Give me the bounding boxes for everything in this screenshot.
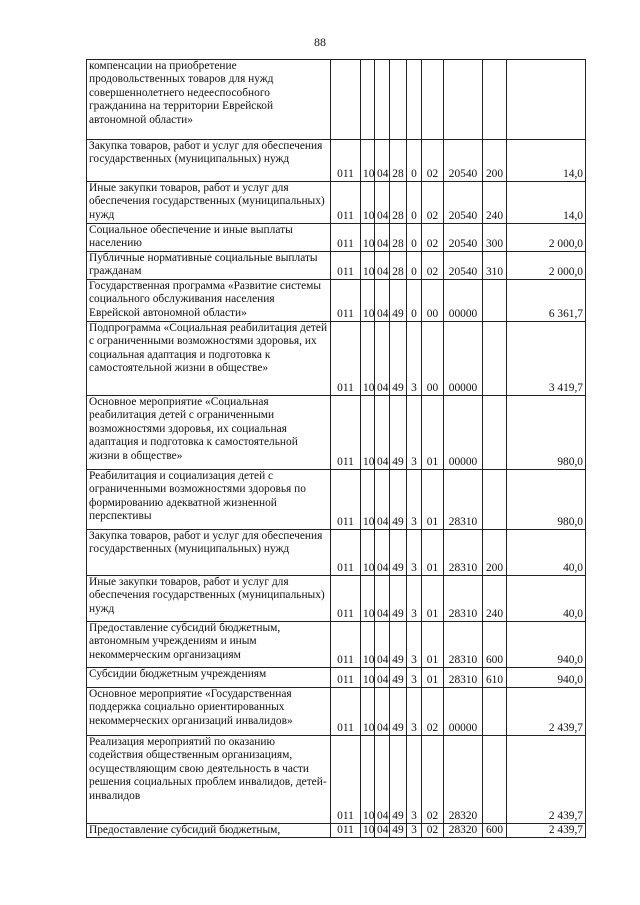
program-code-cell: 49 xyxy=(390,576,407,622)
section-code-cell: 10 xyxy=(361,280,375,322)
main-event-code-cell: 02 xyxy=(422,140,444,182)
section-code-cell xyxy=(361,60,375,140)
section-code-cell: 10 xyxy=(361,622,375,668)
table-row xyxy=(87,622,586,668)
program-code-cell: 49 xyxy=(390,736,407,824)
subprogram-code-cell: 3 xyxy=(407,470,422,530)
budget-table xyxy=(86,59,586,838)
budget-item-name: Реализация мероприятий по оказанию содействия общественным организациям, осуществляющим свою деятельность в части решения социальных проблем инвалидов, детей-инвалидов xyxy=(87,736,331,824)
direction-code-cell: 28320 xyxy=(444,824,483,838)
amount-cell: 2 439,7 xyxy=(507,688,586,736)
main-event-code-cell: 00 xyxy=(422,280,444,322)
expense-type-code-cell: 200 xyxy=(483,530,507,576)
expense-type-code-cell: 240 xyxy=(483,182,507,224)
budget-table-body xyxy=(87,60,586,838)
admin-code-cell: 011 xyxy=(331,280,361,322)
budget-item-name: компенсации на приобретение продовольственных товаров для нужд совершеннолетнего недееспособного гражданина на территории Еврейской автономной области» xyxy=(87,60,331,140)
table-row xyxy=(87,140,586,182)
amount-cell: 940,0 xyxy=(507,668,586,688)
budget-item-name: Предоставление субсидий бюджетным, автономным учреждениям и иным некоммерческим организациям xyxy=(87,622,331,668)
main-event-code-cell: 02 xyxy=(422,688,444,736)
section-code-cell: 10 xyxy=(361,182,375,224)
program-code-cell: 28 xyxy=(390,140,407,182)
direction-code-cell: 00000 xyxy=(444,280,483,322)
budget-item-name: Основное мероприятие «Государственная поддержка социально ориентированных некоммерческих организаций инвалидов» xyxy=(87,688,331,736)
budget-item-name: Реабилитация и социализация детей с ограниченными возможностями здоровья по формированию адекватной жизненной перспективы xyxy=(87,470,331,530)
subprogram-code-cell: 0 xyxy=(407,224,422,252)
subsection-code-cell: 04 xyxy=(375,622,390,668)
table-row xyxy=(87,688,586,736)
table-row xyxy=(87,576,586,622)
table-row xyxy=(87,396,586,470)
section-code-cell: 10 xyxy=(361,224,375,252)
subsection-code-cell: 04 xyxy=(375,736,390,824)
admin-code-cell: 011 xyxy=(331,396,361,470)
direction-code-cell: 00000 xyxy=(444,396,483,470)
budget-item-name: Государственная программа «Развитие системы социального обслуживания населения Еврейской автономной области» xyxy=(87,280,331,322)
table-row xyxy=(87,470,586,530)
program-code-cell: 49 xyxy=(390,668,407,688)
direction-code-cell: 00000 xyxy=(444,688,483,736)
direction-code-cell xyxy=(444,60,483,140)
admin-code-cell: 011 xyxy=(331,736,361,824)
subsection-code-cell: 04 xyxy=(375,688,390,736)
amount-cell xyxy=(507,60,586,140)
admin-code-cell: 011 xyxy=(331,622,361,668)
section-code-cell: 10 xyxy=(361,668,375,688)
subprogram-code-cell: 3 xyxy=(407,668,422,688)
amount-cell: 2 439,7 xyxy=(507,736,586,824)
direction-code-cell: 00000 xyxy=(444,322,483,396)
expense-type-code-cell: 310 xyxy=(483,252,507,280)
amount-cell: 2 439,7 xyxy=(507,824,586,838)
expense-type-code-cell xyxy=(483,396,507,470)
expense-type-code-cell xyxy=(483,280,507,322)
expense-type-code-cell xyxy=(483,322,507,396)
admin-code-cell: 011 xyxy=(331,252,361,280)
main-event-code-cell: 02 xyxy=(422,736,444,824)
main-event-code-cell: 01 xyxy=(422,622,444,668)
direction-code-cell: 20540 xyxy=(444,182,483,224)
subprogram-code-cell: 0 xyxy=(407,182,422,224)
expense-type-code-cell xyxy=(483,688,507,736)
program-code-cell: 49 xyxy=(390,322,407,396)
budget-item-name: Иные закупки товаров, работ и услуг для обеспечения государственных (муниципальных) нужд xyxy=(87,576,331,622)
admin-code-cell: 011 xyxy=(331,470,361,530)
subsection-code-cell: 04 xyxy=(375,668,390,688)
admin-code-cell: 011 xyxy=(331,576,361,622)
expense-type-code-cell: 240 xyxy=(483,576,507,622)
subprogram-code-cell: 3 xyxy=(407,688,422,736)
expense-type-code-cell: 200 xyxy=(483,140,507,182)
amount-cell: 40,0 xyxy=(507,576,586,622)
expense-type-code-cell: 600 xyxy=(483,622,507,668)
table-row xyxy=(87,280,586,322)
budget-item-name: Публичные нормативные социальные выплаты гражданам xyxy=(87,252,331,280)
subprogram-code-cell: 0 xyxy=(407,140,422,182)
subprogram-code-cell: 3 xyxy=(407,622,422,668)
expense-type-code-cell xyxy=(483,60,507,140)
budget-item-name: Предоставление субсидий бюджетным, xyxy=(87,824,331,838)
program-code-cell: 49 xyxy=(390,688,407,736)
amount-cell: 980,0 xyxy=(507,396,586,470)
program-code-cell: 49 xyxy=(390,530,407,576)
budget-item-name: Иные закупки товаров, работ и услуг для обеспечения государственных (муниципальных) нужд xyxy=(87,182,331,224)
program-code-cell xyxy=(390,60,407,140)
table-row xyxy=(87,824,586,838)
subprogram-code-cell: 0 xyxy=(407,252,422,280)
section-code-cell: 10 xyxy=(361,530,375,576)
subsection-code-cell: 04 xyxy=(375,576,390,622)
main-event-code-cell: 01 xyxy=(422,396,444,470)
expense-type-code-cell xyxy=(483,736,507,824)
direction-code-cell: 20540 xyxy=(444,252,483,280)
budget-item-name: Основное мероприятие «Социальная реабилитация детей с ограниченными возможностями здоровья, их социальная адаптация и подготовка к самостоятельной жизни в обществе» xyxy=(87,396,331,470)
direction-code-cell: 28310 xyxy=(444,622,483,668)
table-row xyxy=(87,252,586,280)
subsection-code-cell: 04 xyxy=(375,824,390,838)
table-row xyxy=(87,322,586,396)
amount-cell: 980,0 xyxy=(507,470,586,530)
program-code-cell: 49 xyxy=(390,470,407,530)
subsection-code-cell: 04 xyxy=(375,252,390,280)
direction-code-cell: 28320 xyxy=(444,736,483,824)
subprogram-code-cell: 3 xyxy=(407,322,422,396)
amount-cell: 14,0 xyxy=(507,182,586,224)
main-event-code-cell: 01 xyxy=(422,470,444,530)
main-event-code-cell: 01 xyxy=(422,668,444,688)
amount-cell: 14,0 xyxy=(507,140,586,182)
section-code-cell: 10 xyxy=(361,252,375,280)
amount-cell: 2 000,0 xyxy=(507,224,586,252)
subprogram-code-cell: 3 xyxy=(407,576,422,622)
admin-code-cell: 011 xyxy=(331,322,361,396)
subsection-code-cell: 04 xyxy=(375,140,390,182)
budget-item-name: Субсидии бюджетным учреждениям xyxy=(87,668,331,688)
program-code-cell: 49 xyxy=(390,280,407,322)
subsection-code-cell: 04 xyxy=(375,182,390,224)
program-code-cell: 28 xyxy=(390,224,407,252)
main-event-code-cell xyxy=(422,60,444,140)
amount-cell: 3 419,7 xyxy=(507,322,586,396)
subsection-code-cell xyxy=(375,60,390,140)
section-code-cell: 10 xyxy=(361,140,375,182)
subprogram-code-cell: 0 xyxy=(407,280,422,322)
admin-code-cell: 011 xyxy=(331,668,361,688)
program-code-cell: 49 xyxy=(390,824,407,838)
table-row xyxy=(87,668,586,688)
admin-code-cell: 011 xyxy=(331,530,361,576)
subprogram-code-cell: 3 xyxy=(407,396,422,470)
admin-code-cell xyxy=(331,60,361,140)
expense-type-code-cell: 300 xyxy=(483,224,507,252)
amount-cell: 940,0 xyxy=(507,622,586,668)
section-code-cell: 10 xyxy=(361,322,375,396)
subprogram-code-cell: 3 xyxy=(407,736,422,824)
main-event-code-cell: 01 xyxy=(422,530,444,576)
admin-code-cell: 011 xyxy=(331,224,361,252)
main-event-code-cell: 02 xyxy=(422,182,444,224)
table-row xyxy=(87,736,586,824)
admin-code-cell: 011 xyxy=(331,182,361,224)
expense-type-code-cell: 610 xyxy=(483,668,507,688)
program-code-cell: 49 xyxy=(390,622,407,668)
subsection-code-cell: 04 xyxy=(375,322,390,396)
section-code-cell: 10 xyxy=(361,736,375,824)
direction-code-cell: 28310 xyxy=(444,470,483,530)
program-code-cell: 49 xyxy=(390,396,407,470)
subprogram-code-cell xyxy=(407,60,422,140)
table-row xyxy=(87,224,586,252)
subprogram-code-cell: 3 xyxy=(407,824,422,838)
subsection-code-cell: 04 xyxy=(375,224,390,252)
subsection-code-cell: 04 xyxy=(375,470,390,530)
program-code-cell: 28 xyxy=(390,252,407,280)
subsection-code-cell: 04 xyxy=(375,280,390,322)
budget-item-name: Закупка товаров, работ и услуг для обеспечения государственных (муниципальных) нужд xyxy=(87,530,331,576)
subsection-code-cell: 04 xyxy=(375,530,390,576)
main-event-code-cell: 02 xyxy=(422,252,444,280)
expense-type-code-cell: 600 xyxy=(483,824,507,838)
amount-cell: 2 000,0 xyxy=(507,252,586,280)
main-event-code-cell: 01 xyxy=(422,576,444,622)
admin-code-cell: 011 xyxy=(331,140,361,182)
subsection-code-cell: 04 xyxy=(375,396,390,470)
amount-cell: 40,0 xyxy=(507,530,586,576)
table-row xyxy=(87,60,586,140)
main-event-code-cell: 02 xyxy=(422,224,444,252)
section-code-cell: 10 xyxy=(361,576,375,622)
amount-cell: 6 361,7 xyxy=(507,280,586,322)
direction-code-cell: 28310 xyxy=(444,530,483,576)
direction-code-cell: 20540 xyxy=(444,224,483,252)
direction-code-cell: 28310 xyxy=(444,576,483,622)
section-code-cell: 10 xyxy=(361,470,375,530)
section-code-cell: 10 xyxy=(361,396,375,470)
section-code-cell: 10 xyxy=(361,688,375,736)
direction-code-cell: 28310 xyxy=(444,668,483,688)
budget-item-name: Подпрограмма «Социальная реабилитация детей с ограниченными возможностями здоровья, их социальная адаптация и подготовка к самостоятельной жизни в обществе» xyxy=(87,322,331,396)
table-row xyxy=(87,530,586,576)
direction-code-cell: 20540 xyxy=(444,140,483,182)
admin-code-cell: 011 xyxy=(331,688,361,736)
table-row xyxy=(87,182,586,224)
admin-code-cell: 011 xyxy=(331,824,361,838)
page-number: 88 xyxy=(314,35,326,49)
main-event-code-cell: 02 xyxy=(422,824,444,838)
subprogram-code-cell: 3 xyxy=(407,530,422,576)
expense-type-code-cell xyxy=(483,470,507,530)
program-code-cell: 28 xyxy=(390,182,407,224)
main-event-code-cell: 00 xyxy=(422,322,444,396)
budget-item-name: Социальное обеспечение и иные выплаты населению xyxy=(87,224,331,252)
section-code-cell: 10 xyxy=(361,824,375,838)
budget-item-name: Закупка товаров, работ и услуг для обеспечения государственных (муниципальных) нужд xyxy=(87,140,331,182)
